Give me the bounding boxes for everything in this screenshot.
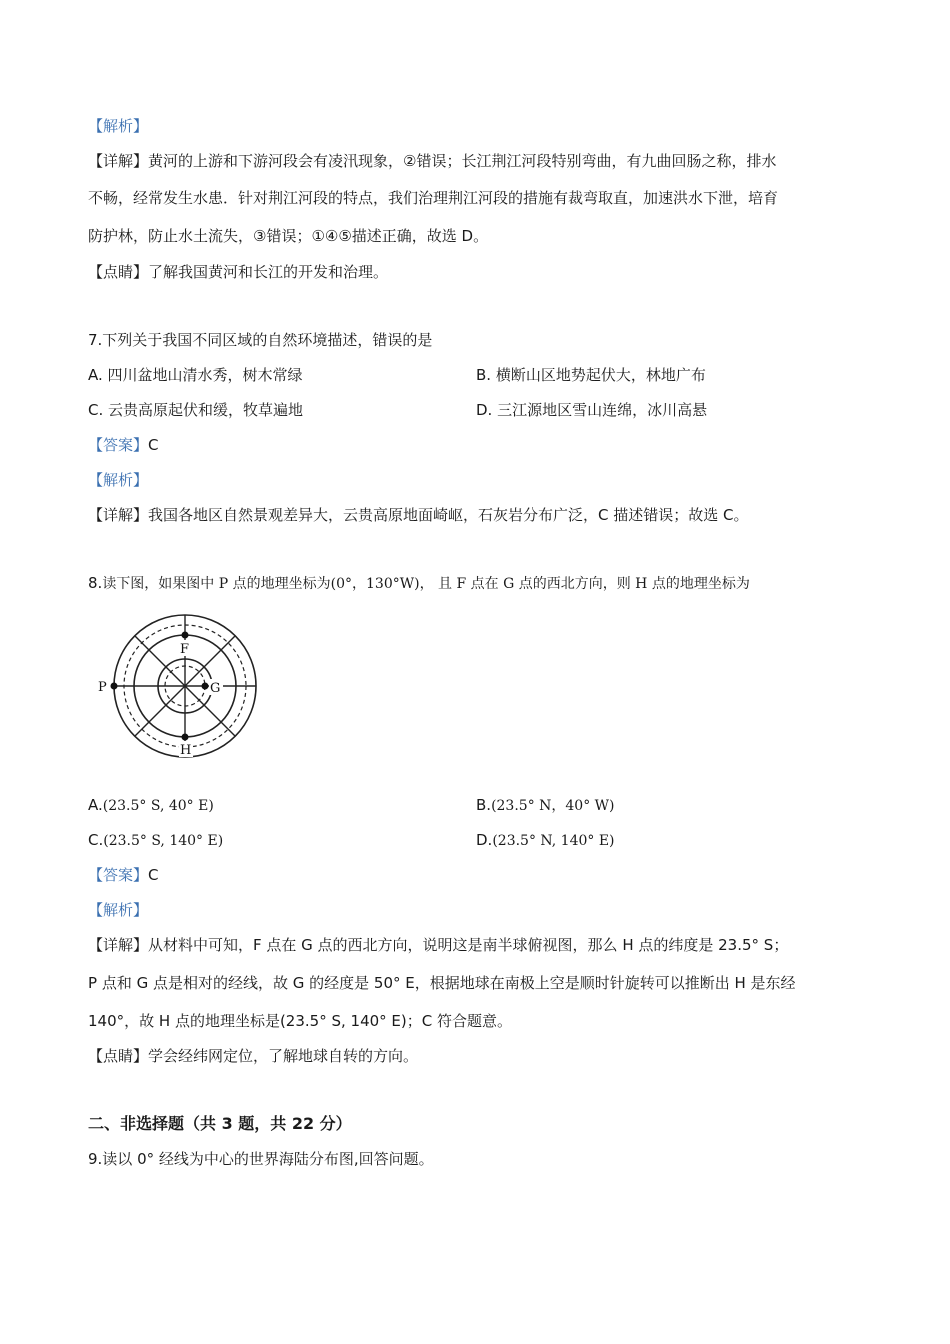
q8-option-d-letter: D. — [476, 831, 493, 849]
label-h: H — [180, 743, 192, 758]
point-p — [111, 683, 118, 690]
point-g — [202, 683, 209, 690]
q7-option-b: B. 横断山区地势起伏大，林地广布 — [476, 366, 706, 384]
q8-option-d-text: (23.5° N, 140° E) — [492, 833, 615, 849]
q8-option-b — [476, 795, 615, 816]
q8-detail-line-3: 140°，故 H 点的地理坐标是(23.5° S, 140° E)；C 符合题意。 — [88, 1012, 512, 1030]
q7-option-c: C. 云贵高原起伏和缓，牧草遍地 — [88, 401, 304, 419]
q7-answer-tag: 【答案】 — [88, 436, 149, 454]
q7-answer-row — [88, 435, 159, 455]
q6-detail-line-2: 不畅，经常发生水患．针对荆江河段的特点，我们治理荆江河段的措施有裁弯取直，加速洪水下泄，培育 — [88, 189, 779, 207]
q7-analysis-tag: 【解析】 — [88, 471, 149, 489]
q8-stem: 读下图，如果图中 P 点的地理坐标为(0°，130°W)， 且 F 点在 G 点的西北方向，则 H 点的地理坐标为 — [102, 576, 750, 592]
q8-comment: 【点睛】学会经纬网定位，了解地球自转的方向。 — [88, 1047, 419, 1065]
q9-stem: 9.读以 0° 经线为中心的世界海陆分布图,回答问题。 — [88, 1150, 434, 1168]
q8-answer-row — [88, 865, 159, 885]
q8-stem-prefix: 8. — [88, 574, 103, 592]
q7-detail: 【详解】我国各地区自然景观差异大，云贵高原地面崎岖，石灰岩分布广泛，C 描述错误；故选 C。 — [88, 506, 749, 524]
q8-option-b-text: (23.5° N，40° W) — [491, 798, 615, 814]
q8-stem-row — [88, 573, 750, 594]
q8-option-a-text: (23.5° S, 40° E) — [102, 798, 214, 814]
q8-option-d — [476, 830, 615, 851]
q8-detail-line-1: 【详解】从材料中可知，F 点在 G 点的西北方向，说明这是南半球俯视图，那么 H 点的纬度是 23.5° S； — [88, 936, 789, 954]
q6-detail-line-3: 防护林，防止水土流失，③错误；①④⑤描述正确，故选 D。 — [88, 227, 489, 245]
q8-option-a — [88, 795, 214, 816]
section-2-title: 二、非选择题（共 3 题，共 22 分） — [88, 1114, 352, 1133]
q7-stem: 7.下列关于我国不同区域的自然环境描述，错误的是 — [88, 331, 433, 349]
point-f — [182, 632, 189, 639]
label-f: F — [180, 642, 190, 657]
q8-option-a-letter: A. — [88, 796, 103, 814]
q8-answer-tag: 【答案】 — [88, 866, 149, 884]
label-p: P — [98, 680, 107, 695]
q7-answer: C — [148, 436, 159, 454]
q6-comment: 【点睛】了解我国黄河和长江的开发和治理。 — [88, 263, 389, 281]
q6-analysis-tag: 【解析】 — [88, 117, 149, 135]
q8-option-c-text: (23.5° S, 140° E) — [103, 833, 224, 849]
q8-option-c-letter: C. — [88, 831, 104, 849]
q7-option-a: A. 四川盆地山清水秀，树木常绿 — [88, 366, 303, 384]
polar-view-diagram — [96, 612, 266, 762]
q8-answer: C — [148, 866, 159, 884]
q6-detail-line-1: 【详解】黄河的上游和下游河段会有凌汛现象，②错误；长江荆江河段特别弯曲，有九曲回肠之称，排水 — [88, 152, 777, 170]
q7-option-d: D. 三江源地区雪山连绵，冰川高悬 — [476, 401, 708, 419]
point-h — [182, 734, 189, 741]
q8-option-c — [88, 830, 223, 851]
q8-analysis-tag: 【解析】 — [88, 901, 149, 919]
q8-option-b-letter: B. — [476, 796, 492, 814]
label-g: G — [210, 681, 221, 696]
q8-detail-line-2: P 点和 G 点是相对的经线，故 G 的经度是 50° E，根据地球在南极上空是顺时针旋转可以推断出 H 是东经 — [88, 974, 796, 992]
